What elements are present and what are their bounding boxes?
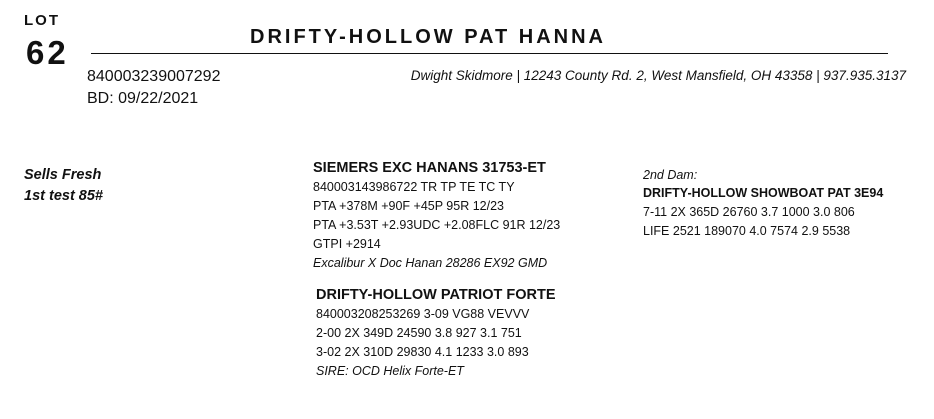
sire-pedigree: Excalibur X Doc Hanan 28286 EX92 GMD xyxy=(313,256,548,270)
registration-number: 840003239007292 xyxy=(87,68,221,85)
sire-id-line: 840003143986722 TR TP TE TC TY xyxy=(313,180,515,194)
consignor-info: Dwight Skidmore | 12243 County Rd. 2, West Mansfield, OH 43358 | 937.935.3137 xyxy=(410,68,906,83)
lot-number: 62 xyxy=(26,34,69,71)
sire-pta-type: PTA +3.53T +2.93UDC +2.08FLC 91R 12/23 xyxy=(313,218,561,232)
birth-date: BD: 09/22/2021 xyxy=(87,90,199,107)
header-divider xyxy=(91,53,888,54)
second-dam-block xyxy=(643,167,883,241)
sire-block xyxy=(313,159,560,273)
second-dam-label: 2nd Dam: xyxy=(643,168,698,182)
dam-record-2: 3-02 2X 310D 29830 4.1 1233 3.0 893 xyxy=(316,345,529,359)
sire-gtpi: GTPI +2914 xyxy=(313,237,381,251)
second-dam-record: 7-11 2X 365D 26760 3.7 1000 3.0 806 xyxy=(643,205,855,219)
sire-pta-production: PTA +378M +90F +45P 95R 12/23 xyxy=(313,199,504,213)
second-dam-name: DRIFTY-HOLLOW SHOWBOAT PAT 3E94 xyxy=(643,186,884,200)
sire-name: SIEMERS EXC HANANS 31753-ET xyxy=(313,160,546,176)
note-sells-fresh: Sells Fresh xyxy=(24,167,102,183)
animal-name: DRIFTY-HOLLOW PAT HANNA xyxy=(250,26,607,48)
dam-block xyxy=(316,286,556,381)
second-dam-lifetime: LIFE 2521 189070 4.0 7574 2.9 5538 xyxy=(643,224,851,238)
dam-sire: SIRE: OCD Helix Forte-ET xyxy=(316,364,464,378)
note-first-test: 1st test 85# xyxy=(24,188,103,204)
dam-record-1: 2-00 2X 349D 24590 3.8 927 3.1 751 xyxy=(316,326,522,340)
dam-id-classification: 840003208253269 3-09 VG88 VEVVV xyxy=(316,307,530,321)
dam-name: DRIFTY-HOLLOW PATRIOT FORTE xyxy=(316,287,556,303)
lot-label: LOT xyxy=(24,12,60,29)
